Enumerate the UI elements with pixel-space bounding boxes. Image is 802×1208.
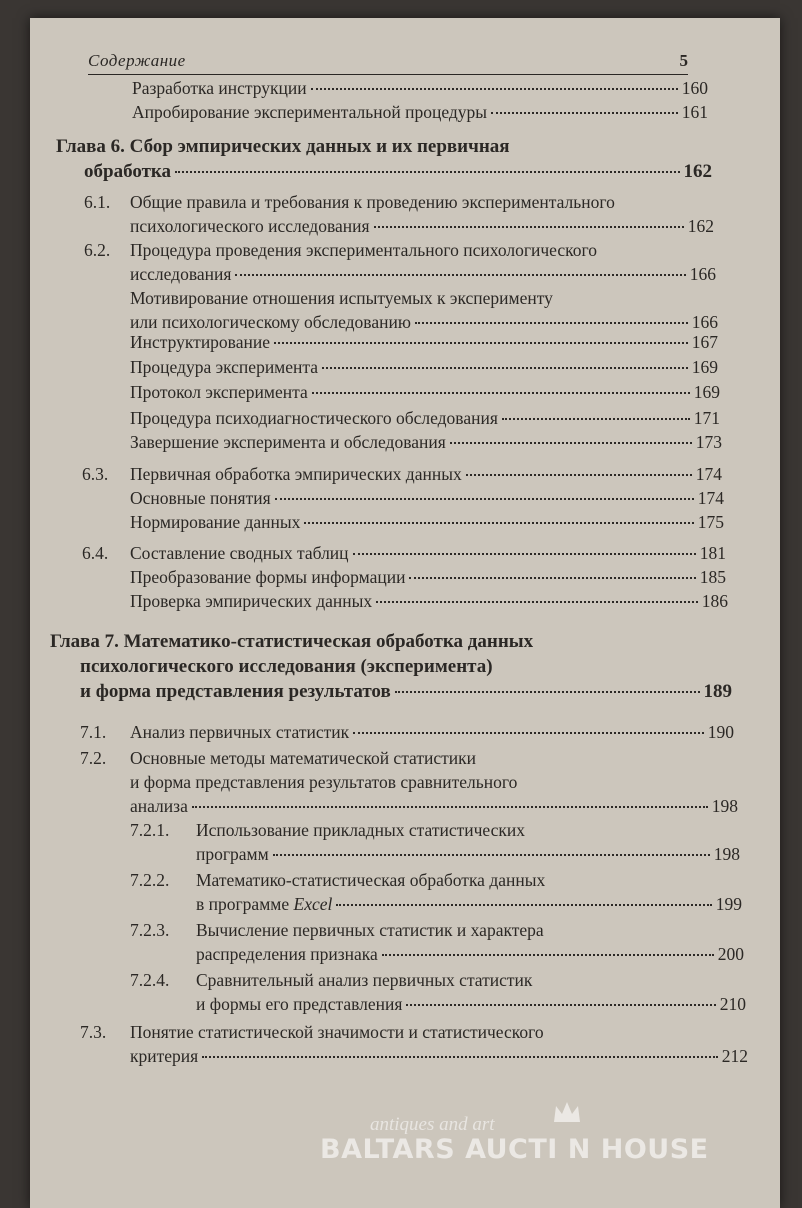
- entry-title-row: [130, 406, 720, 430]
- entry-title-line: Нормирование данных: [130, 512, 301, 532]
- dot-leader: [304, 522, 693, 524]
- entry-title-line: и форма представления результатов: [80, 681, 391, 702]
- dot-leader: [311, 88, 678, 90]
- toc-entry: [0, 918, 802, 966]
- toc-entry: [0, 380, 802, 404]
- dot-leader: [336, 904, 711, 906]
- section-number: 6.2.: [84, 240, 111, 260]
- entry-page-number: 210: [719, 994, 746, 1014]
- entry-title-row: [80, 679, 732, 704]
- dot-leader: [192, 806, 708, 808]
- entry-title-row: [130, 794, 738, 818]
- dot-leader: [175, 171, 679, 173]
- entry-title-row: [130, 380, 720, 404]
- dot-leader: [502, 418, 690, 420]
- entry-title-row: [196, 842, 740, 866]
- dot-leader: [273, 854, 710, 856]
- section-number: 6.4.: [82, 543, 109, 563]
- entry-page-number: 212: [721, 1046, 748, 1066]
- entry-title-line: в программе Excel: [196, 894, 333, 914]
- entry-title-line: Математико-статистическая обработка данных: [196, 870, 546, 890]
- entry-page-number: 186: [701, 591, 728, 611]
- entry-title-row: [130, 541, 726, 565]
- entry-title-row: [130, 486, 724, 510]
- section-number: 7.1.: [80, 722, 107, 742]
- toc-entry: [0, 868, 802, 916]
- toc-entry: [0, 746, 802, 818]
- entry-page-number: 162: [683, 161, 712, 182]
- entry-title-line: Завершение эксперимента и обследования: [130, 432, 446, 452]
- entry-title-row: [130, 1044, 748, 1068]
- entry-title-line: Анализ первичных статистик: [130, 722, 350, 742]
- entry-title-row: [196, 892, 742, 916]
- toc-entry: [0, 355, 802, 379]
- toc-entry: [0, 818, 802, 866]
- entry-page-number: 167: [691, 332, 718, 352]
- entry-title-line: или психологическому обследованию: [130, 312, 411, 332]
- entry-title-row: [130, 720, 734, 744]
- section-number: 7.2.4.: [130, 970, 170, 990]
- dot-leader: [406, 1004, 715, 1006]
- dot-leader: [395, 691, 700, 693]
- entry-title-line: Составление сводных таблиц: [130, 543, 349, 563]
- entry-title-row: [130, 462, 722, 486]
- entry-page-number: 190: [707, 722, 734, 742]
- dot-leader: [415, 322, 688, 324]
- entry-title-line: Основные понятия: [130, 488, 271, 508]
- entry-title-row: [130, 330, 718, 354]
- entry-page-number: 173: [695, 432, 722, 452]
- entry-title-line: Глава 6. Сбор эмпирических данных и их первичная: [56, 136, 510, 157]
- entry-title-row: [130, 510, 724, 534]
- watermark-title: BALTARS AUCTI N HOUSE: [320, 1134, 709, 1165]
- toc-entry: [0, 406, 802, 430]
- toc-entry: [0, 330, 802, 354]
- dot-leader: [466, 474, 692, 476]
- toc-entry: [0, 486, 802, 510]
- toc-entry: [0, 100, 802, 124]
- entry-title-line: Использование прикладных статистических: [196, 820, 525, 840]
- toc-chapter: [0, 629, 802, 704]
- entry-title-line: Процедура психодиагностического обследования: [130, 408, 498, 428]
- toc-entry: [0, 190, 802, 238]
- dot-leader: [312, 392, 690, 394]
- entry-page-number: 181: [699, 543, 726, 563]
- entry-title-line: Сравнительный анализ первичных статистик: [196, 970, 533, 990]
- entry-title-line: обработка: [84, 161, 172, 182]
- entry-page-number: 160: [681, 78, 708, 98]
- section-number: 6.1.: [84, 192, 111, 212]
- toc-entry: [0, 589, 802, 613]
- dot-leader: [491, 112, 678, 114]
- toc-entry: [0, 565, 802, 589]
- entry-title-line: Проверка эмпирических данных: [130, 591, 373, 611]
- toc-chapter: [0, 134, 802, 184]
- entry-title-row: [196, 942, 744, 966]
- entry-page-number: 166: [689, 264, 716, 284]
- entry-title-line: распределения признака: [196, 944, 378, 964]
- section-number: 7.3.: [80, 1022, 107, 1042]
- entry-title-line: Основные методы математической статистики: [130, 748, 477, 768]
- dot-leader: [382, 954, 714, 956]
- entry-page-number: 161: [681, 102, 708, 122]
- dot-leader: [322, 367, 688, 369]
- entry-page-number: 174: [695, 464, 722, 484]
- entry-title-line: Первичная обработка эмпирических данных: [130, 464, 462, 484]
- toc-entry: [0, 510, 802, 534]
- entry-title-row: [196, 992, 746, 1016]
- dot-leader: [353, 732, 704, 734]
- entry-title-row: [130, 430, 722, 454]
- toc-entry: [0, 76, 802, 100]
- entry-title-line: Процедура проведения экспериментального психологического: [130, 240, 598, 260]
- dot-leader: [353, 553, 696, 555]
- toc-entry: [0, 720, 802, 744]
- running-header: [88, 48, 688, 75]
- watermark: [320, 1100, 740, 1170]
- toc-entry: [0, 1020, 802, 1068]
- entry-page-number: 198: [711, 796, 738, 816]
- toc-entry: [0, 286, 802, 334]
- crown-icon: [552, 1100, 582, 1126]
- entry-title-line: программ: [196, 844, 269, 864]
- toc-entry: [0, 238, 802, 286]
- entry-title-row: [130, 355, 718, 379]
- section-number: 6.3.: [82, 464, 109, 484]
- section-number: 7.2.3.: [130, 920, 170, 940]
- entry-title-row: [84, 159, 712, 184]
- entry-title-line: Разработка инструкции: [132, 78, 307, 98]
- dot-leader: [409, 577, 695, 579]
- entry-title-line: Инструктирование: [130, 332, 270, 352]
- entry-title-line: критерия: [130, 1046, 199, 1066]
- entry-title-row: [130, 262, 716, 286]
- entry-title-line: Вычисление первичных статистик и характера: [196, 920, 544, 940]
- entry-title-line: психологического исследования: [130, 216, 370, 236]
- toc-entry: [0, 462, 802, 486]
- dot-leader: [376, 601, 698, 603]
- toc-entry: [0, 430, 802, 454]
- entry-page-number: 198: [713, 844, 740, 864]
- entry-title-row: [130, 565, 726, 589]
- entry-page-number: 169: [691, 357, 718, 377]
- entry-title-line: Преобразование формы информации: [130, 567, 406, 587]
- toc-entry: [0, 541, 802, 565]
- entry-title-row: [132, 100, 708, 124]
- entry-page-number: 185: [699, 567, 726, 587]
- entry-title-line: Протокол эксперимента: [130, 382, 308, 402]
- section-number: 7.2.1.: [130, 820, 170, 840]
- entry-title-line: психологического исследования (эксперимента): [80, 656, 493, 677]
- entry-title-row: [130, 589, 728, 613]
- dot-leader: [235, 274, 685, 276]
- section-number: 7.2.: [80, 748, 107, 768]
- running-title: Содержание: [88, 51, 186, 70]
- entry-title-line: Апробирование экспериментальной процедуры: [132, 102, 488, 122]
- entry-title-line: и формы его представления: [196, 994, 403, 1014]
- entry-page-number: 199: [715, 894, 742, 914]
- entry-title-line: исследования: [130, 264, 232, 284]
- entry-page-number: 174: [697, 488, 724, 508]
- entry-title-line: Понятие статистической значимости и статистического: [130, 1022, 544, 1042]
- entry-page-number: 169: [693, 382, 720, 402]
- entry-title-line: Глава 7. Математико-статистическая обработка данных: [50, 631, 534, 652]
- dot-leader: [202, 1056, 718, 1058]
- page-number: 5: [679, 51, 688, 70]
- toc-entry: [0, 968, 802, 1016]
- dot-leader: [274, 342, 688, 344]
- entry-page-number: 166: [691, 312, 718, 332]
- watermark-subtitle: antiques and art: [370, 1114, 495, 1135]
- entry-title-line: Процедура эксперимента: [130, 357, 319, 377]
- dot-leader: [275, 498, 694, 500]
- entry-title-line: и форма представления результатов сравнительного: [130, 772, 518, 792]
- entry-title-row: [130, 214, 714, 238]
- entry-page-number: 189: [703, 681, 732, 702]
- entry-title-line: Общие правила и требования к проведению экспериментального: [130, 192, 615, 212]
- dot-leader: [374, 226, 684, 228]
- entry-title-line: Мотивирование отношения испытуемых к эксперименту: [130, 288, 553, 308]
- entry-page-number: 162: [687, 216, 714, 236]
- section-number: 7.2.2.: [130, 870, 170, 890]
- entry-page-number: 200: [717, 944, 744, 964]
- entry-title-row: [132, 76, 708, 100]
- entry-page-number: 175: [697, 512, 724, 532]
- entry-title-line: анализа: [130, 796, 188, 816]
- dot-leader: [450, 442, 692, 444]
- entry-page-number: 171: [693, 408, 720, 428]
